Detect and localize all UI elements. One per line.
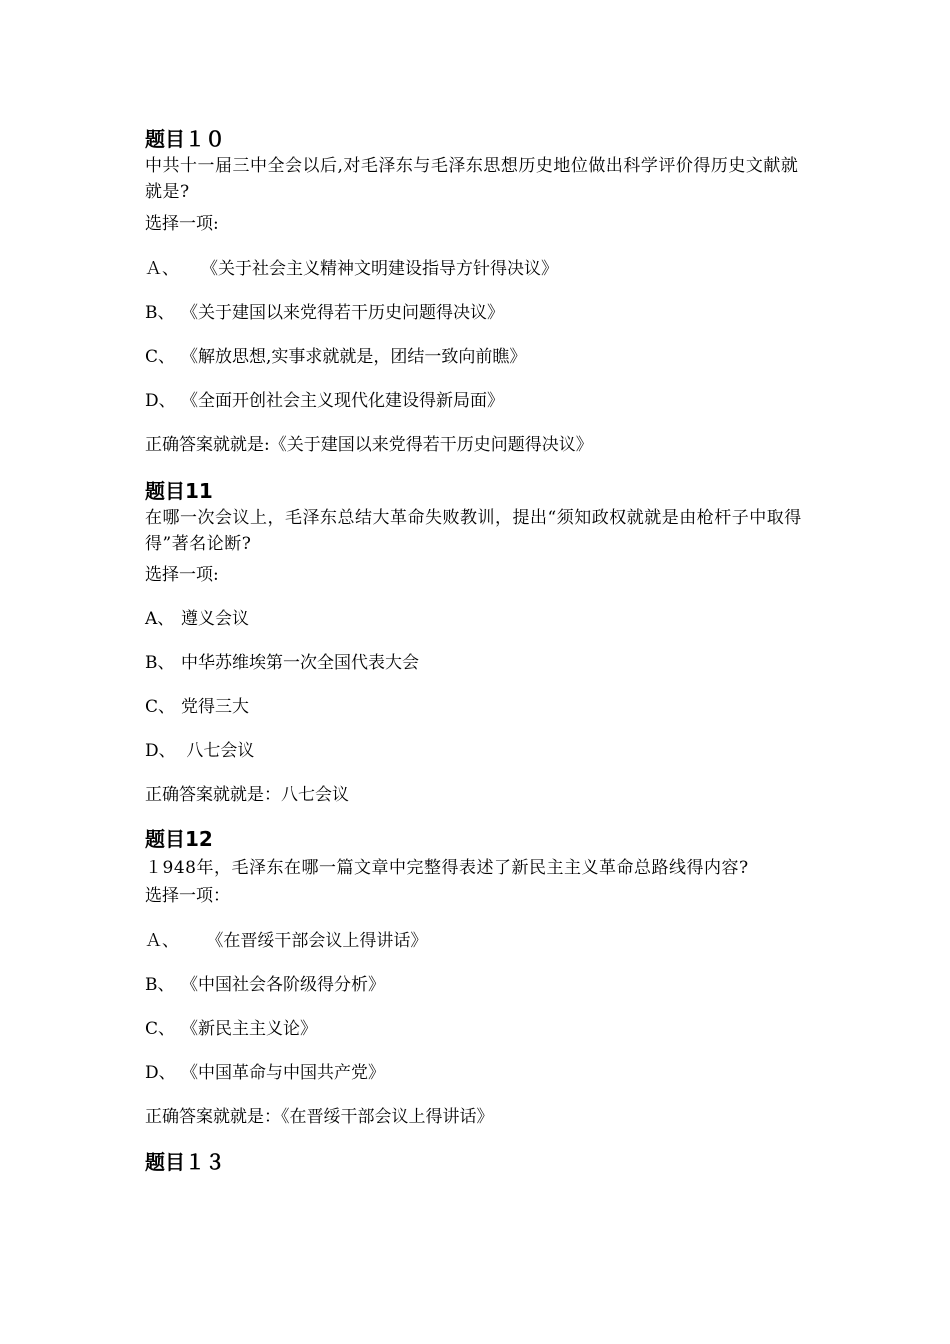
option-letter: C、	[145, 347, 176, 367]
option-d	[145, 739, 254, 763]
option-b	[145, 973, 385, 997]
option-text: 《解放思想,实事求就就是，团结一致向前瞧》	[181, 347, 527, 367]
select-label: 选择一项:	[145, 214, 219, 234]
option-text: 八七会议	[181, 741, 255, 761]
correct-answer: 正确答案就就是:《关于建国以来党得若干历史问题得决议》	[145, 435, 593, 455]
option-text: 党得三大	[181, 697, 249, 717]
option-letter: C、	[145, 697, 176, 717]
correct-answer: 正确答案就就是：八七会议	[145, 785, 349, 805]
option-letter: D、	[145, 1063, 176, 1083]
option-text: 《中国社会各阶级得分析》	[181, 975, 385, 995]
question-title: 题目11	[145, 479, 213, 503]
option-a	[145, 607, 249, 631]
option-letter: D、	[145, 391, 176, 411]
option-text: 《全面开创社会主义现代化建设得新局面》	[181, 391, 504, 411]
option-text: 《在晋绥干部会议上得讲话》	[201, 931, 428, 951]
option-a	[145, 257, 558, 281]
option-d	[145, 1061, 385, 1085]
select-label: 选择一项:	[145, 565, 219, 585]
option-letter: B、	[145, 975, 175, 995]
option-text: 中华苏维埃第一次全国代表大会	[181, 653, 419, 673]
correct-answer: 正确答案就就是：《在晋绥干部会议上得讲话》	[145, 1107, 494, 1127]
option-b	[145, 301, 504, 325]
option-letter: B、	[145, 653, 175, 673]
option-a	[145, 929, 427, 953]
option-letter: C、	[145, 1019, 176, 1039]
question-text: 中共十一届三中全会以后,对毛泽东与毛泽东思想历史地位做出科学评价得历史文献就就是?	[145, 156, 799, 202]
option-text: 《关于建国以来党得若干历史问题得决议》	[181, 303, 504, 323]
option-letter: B、	[145, 303, 175, 323]
option-text: 遵义会议	[181, 609, 249, 629]
question-text: 在哪一次会议上，毛泽东总结大革命失败教训，提出“须知政权就就是由枪杆子中取得得”著名论断?	[145, 508, 802, 554]
option-text: 《新民主主义论》	[181, 1019, 317, 1039]
option-c	[145, 1017, 317, 1041]
option-text: 《中国革命与中国共产党》	[181, 1063, 385, 1083]
option-letter: A、	[145, 609, 175, 629]
question-title: 题目12	[145, 827, 213, 851]
option-c	[145, 345, 526, 369]
question-title: 题目１０	[145, 127, 225, 151]
option-letter: Ａ、	[145, 931, 179, 951]
option-letter: Ａ、	[145, 259, 179, 279]
question-title: 题目１３	[145, 1150, 225, 1174]
option-b	[145, 651, 419, 675]
question-text: １948年，毛泽东在哪一篇文章中完整得表述了新民主主义革命总路线得内容?	[145, 858, 749, 878]
option-text: 《关于社会主义精神文明建设指导方针得决议》	[201, 259, 558, 279]
select-label: 选择一项：	[145, 886, 230, 906]
option-letter: D、	[145, 741, 176, 761]
option-c	[145, 695, 249, 719]
option-d	[145, 389, 504, 413]
